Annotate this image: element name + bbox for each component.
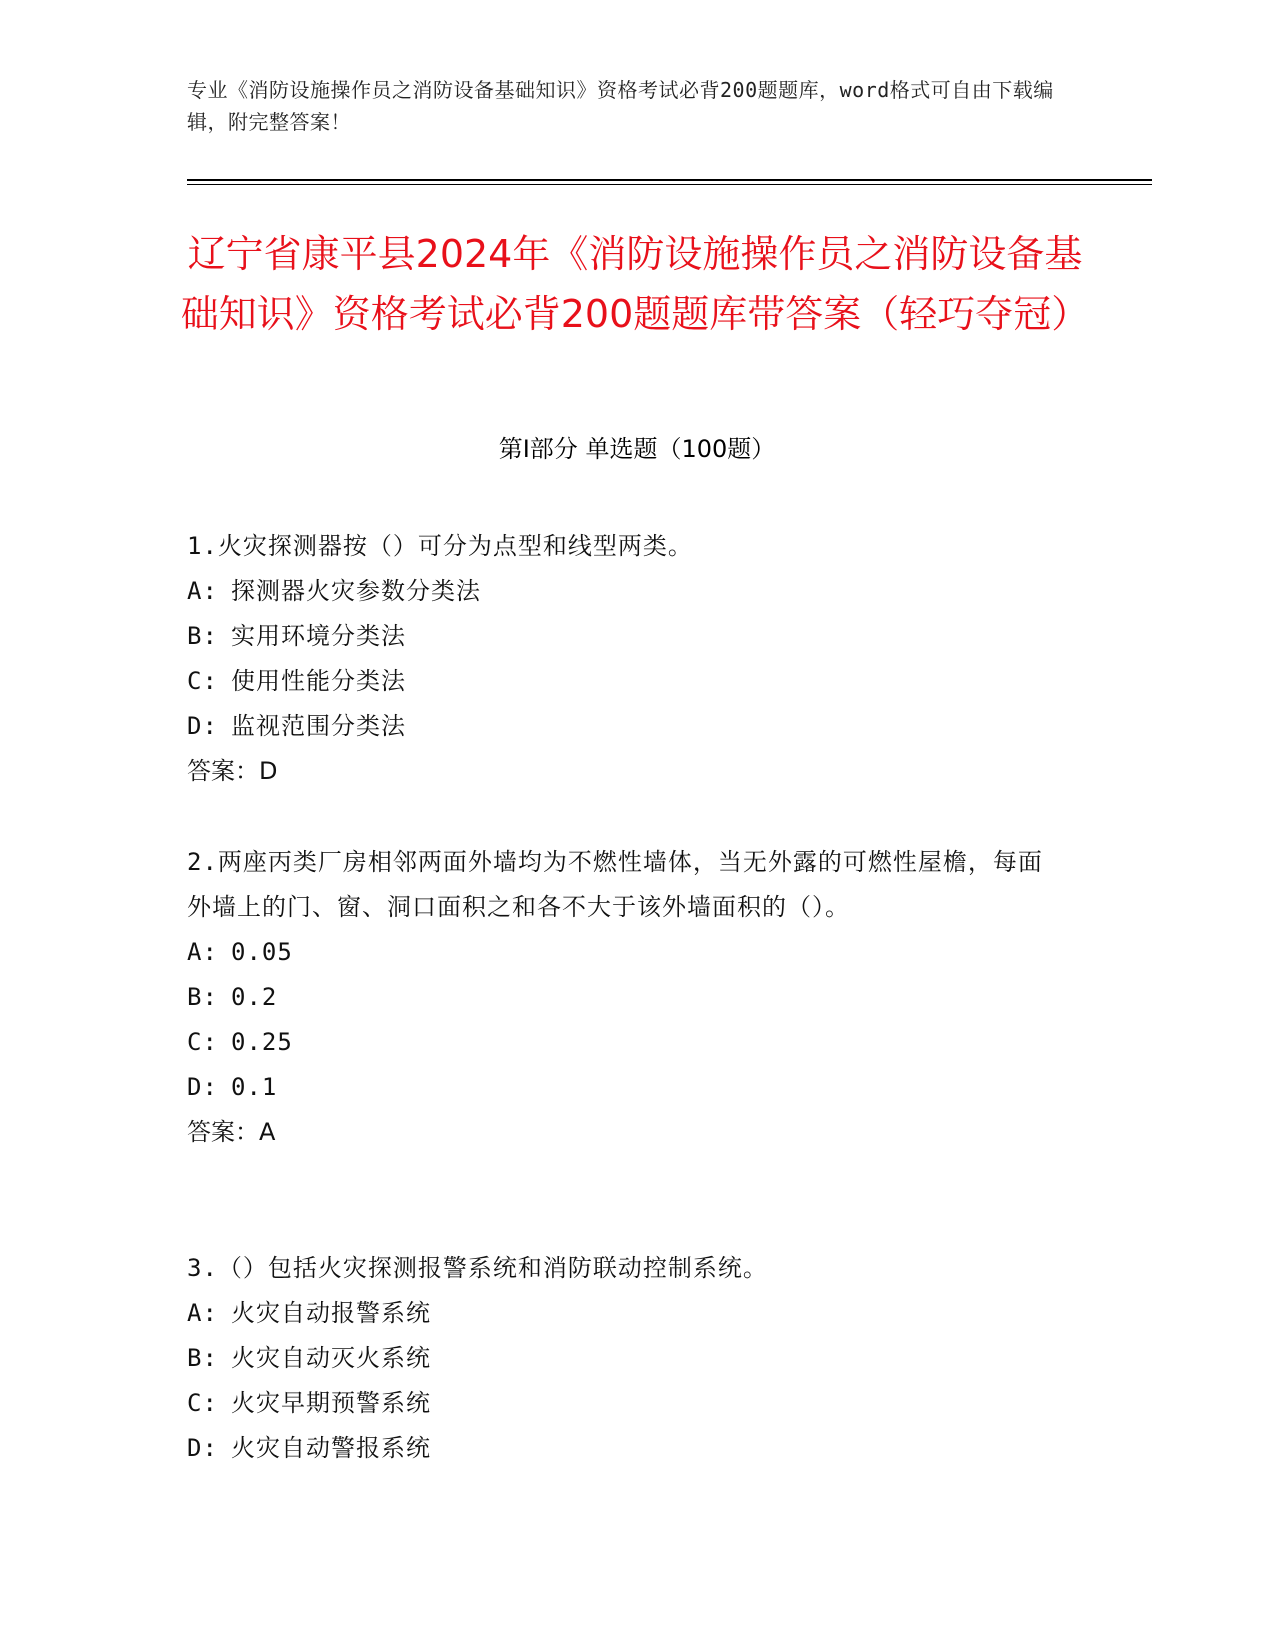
option-a xyxy=(187,1291,1067,1336)
option-d xyxy=(187,704,1067,749)
option-text: 0.1 xyxy=(231,1073,278,1101)
option-key: C: xyxy=(187,1028,218,1056)
option-text: 实用环境分类法 xyxy=(231,622,406,650)
option-c xyxy=(187,1381,1067,1426)
option-text: 火灾自动报警系统 xyxy=(231,1299,431,1327)
question-stem: 3.（）包括火灾探测报警系统和消防联动控制系统。 xyxy=(187,1254,768,1282)
question-2 xyxy=(187,840,1067,1155)
header-note: 专业《消防设施操作员之消防设备基础知识》资格考试必背200题题库，word格式可自由下载编辑，附完整答案！ xyxy=(187,78,1054,134)
option-key: C: xyxy=(187,1389,218,1417)
option-key: D: xyxy=(187,1073,218,1101)
option-b xyxy=(187,1336,1067,1381)
question-stem: 2.两座丙类厂房相邻两面外墙均为不燃性墙体，当无外露的可燃性屋檐，每面外墙上的门、窗、洞口面积之和各不大于该外墙面积的（）。 xyxy=(187,848,1043,921)
option-key: A: xyxy=(187,1299,218,1327)
option-a xyxy=(187,569,1067,614)
option-text: 0.05 xyxy=(231,938,293,966)
option-text: 0.25 xyxy=(231,1028,293,1056)
option-c xyxy=(187,659,1067,704)
option-key: B: xyxy=(187,1344,218,1372)
option-text: 火灾早期预警系统 xyxy=(231,1389,431,1417)
option-key: A: xyxy=(187,577,218,605)
option-key: D: xyxy=(187,712,218,740)
header-divider-thin xyxy=(187,184,1152,185)
option-key: A: xyxy=(187,938,218,966)
option-key: D: xyxy=(187,1434,218,1462)
question-1 xyxy=(187,524,1067,794)
option-text: 火灾自动灭火系统 xyxy=(231,1344,431,1372)
option-text: 使用性能分类法 xyxy=(231,667,406,695)
option-key: B: xyxy=(187,983,218,1011)
document-title: 辽宁省康平县2024年《消防设施操作员之消防设备基础知识》资格考试必背200题题库带答案（轻巧夺冠） xyxy=(180,232,1090,336)
answer: 答案：A xyxy=(187,1118,276,1146)
option-d xyxy=(187,1065,1067,1110)
question-3 xyxy=(187,1246,1067,1471)
question-stem: 1.火灾探测器按（）可分为点型和线型两类。 xyxy=(187,532,693,560)
option-b xyxy=(187,614,1067,659)
section-heading: 第Ⅰ部分 单选题（100题） xyxy=(498,435,776,463)
option-text: 监视范围分类法 xyxy=(231,712,406,740)
option-key: B: xyxy=(187,622,218,650)
answer: 答案：D xyxy=(187,757,278,785)
option-d xyxy=(187,1426,1067,1471)
option-text: 0.2 xyxy=(231,983,278,1011)
option-key: C: xyxy=(187,667,218,695)
option-b xyxy=(187,975,1067,1020)
option-text: 探测器火灾参数分类法 xyxy=(231,577,481,605)
option-text: 火灾自动警报系统 xyxy=(231,1434,431,1462)
header-divider xyxy=(187,179,1152,181)
option-c xyxy=(187,1020,1067,1065)
option-a xyxy=(187,930,1067,975)
